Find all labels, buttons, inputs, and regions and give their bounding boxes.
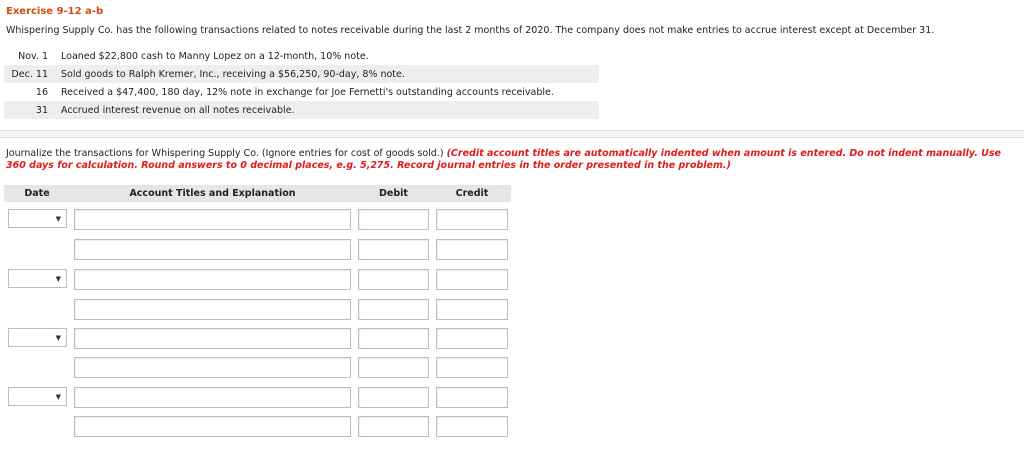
header-account: Account Titles and Explanation — [129, 188, 296, 199]
journal-line — [0, 269, 520, 291]
credit-input[interactable] — [436, 299, 508, 320]
journal-header — [4, 185, 511, 202]
header-debit: Debit — [379, 188, 408, 199]
credit-input[interactable] — [436, 328, 508, 349]
debit-input[interactable] — [358, 328, 429, 349]
account-title-input[interactable] — [74, 387, 351, 408]
section-divider — [0, 130, 1024, 138]
journal-line — [0, 416, 520, 438]
journal-line — [0, 239, 520, 261]
transaction-text: Received a $47,400, 180 day, 12% note in exchange for Joe Fernetti's outstanding accounts receivable. — [61, 86, 554, 98]
credit-input[interactable] — [436, 269, 508, 290]
date-select[interactable] — [8, 328, 67, 347]
transaction-text: Sold goods to Ralph Kremer, Inc., receiving a $56,250, 90-day, 8% note. — [61, 65, 599, 83]
account-title-input[interactable] — [74, 239, 351, 260]
header-date: Date — [24, 188, 50, 199]
chevron-down-icon: ▼ — [55, 215, 61, 223]
transaction-date: 16 — [35, 86, 48, 98]
debit-input[interactable] — [358, 239, 429, 260]
debit-input[interactable] — [358, 357, 429, 378]
journal-line — [0, 299, 520, 321]
journal-line — [0, 357, 520, 379]
journal-line — [0, 328, 520, 350]
transaction-text: Loaned $22,800 cash to Manny Lopez on a 12-month, 10% note. — [61, 50, 369, 62]
credit-input[interactable] — [436, 357, 508, 378]
credit-input[interactable] — [436, 387, 508, 408]
account-title-input[interactable] — [74, 299, 351, 320]
chevron-down-icon: ▼ — [55, 393, 61, 401]
transactions-table — [4, 47, 599, 119]
debit-input[interactable] — [358, 387, 429, 408]
credit-input[interactable] — [436, 416, 508, 437]
transaction-row — [4, 47, 599, 65]
date-select[interactable] — [8, 209, 67, 228]
journal-line — [0, 209, 520, 231]
account-title-input[interactable] — [74, 328, 351, 349]
transaction-text: Accrued interest revenue on all notes receivable. — [61, 101, 599, 119]
journal-line — [0, 387, 520, 409]
date-select[interactable] — [8, 269, 67, 288]
account-title-input[interactable] — [74, 357, 351, 378]
credit-input[interactable] — [436, 239, 508, 260]
transaction-date: Nov. 1 — [18, 50, 48, 62]
date-select[interactable] — [8, 387, 67, 406]
instructions-text: Journalize the transactions for Whispering Supply Co. (Ignore entries for cost of goods sold.) — [6, 148, 447, 159]
account-title-input[interactable] — [74, 209, 351, 230]
transaction-row — [4, 101, 599, 119]
debit-input[interactable] — [358, 269, 429, 290]
instructions — [6, 148, 1016, 172]
transaction-date: Dec. 11 — [4, 65, 61, 83]
transaction-row — [4, 65, 599, 83]
credit-input[interactable] — [436, 209, 508, 230]
account-title-input[interactable] — [74, 416, 351, 437]
transaction-date: 31 — [4, 101, 61, 119]
transaction-row — [4, 83, 599, 101]
debit-input[interactable] — [358, 209, 429, 230]
debit-input[interactable] — [358, 299, 429, 320]
instructions-note: (Credit account titles are automatically indented when amount is entered. Do not indent manually. Use 360 days for calculation. Round answers to 0 decimal places, e.g. 5,275. Record journal entries in the order presented in the problem.) — [6, 148, 1001, 171]
debit-input[interactable] — [358, 416, 429, 437]
problem-intro: Whispering Supply Co. has the following transactions related to notes receivable during the last 2 months of 2020. The company does not make entries to accrue interest except at December 31. — [6, 25, 935, 36]
header-credit: Credit — [455, 188, 489, 199]
account-title-input[interactable] — [74, 269, 351, 290]
chevron-down-icon: ▼ — [55, 275, 61, 283]
chevron-down-icon: ▼ — [55, 334, 61, 342]
exercise-title: Exercise 9-12 a-b — [6, 6, 104, 17]
